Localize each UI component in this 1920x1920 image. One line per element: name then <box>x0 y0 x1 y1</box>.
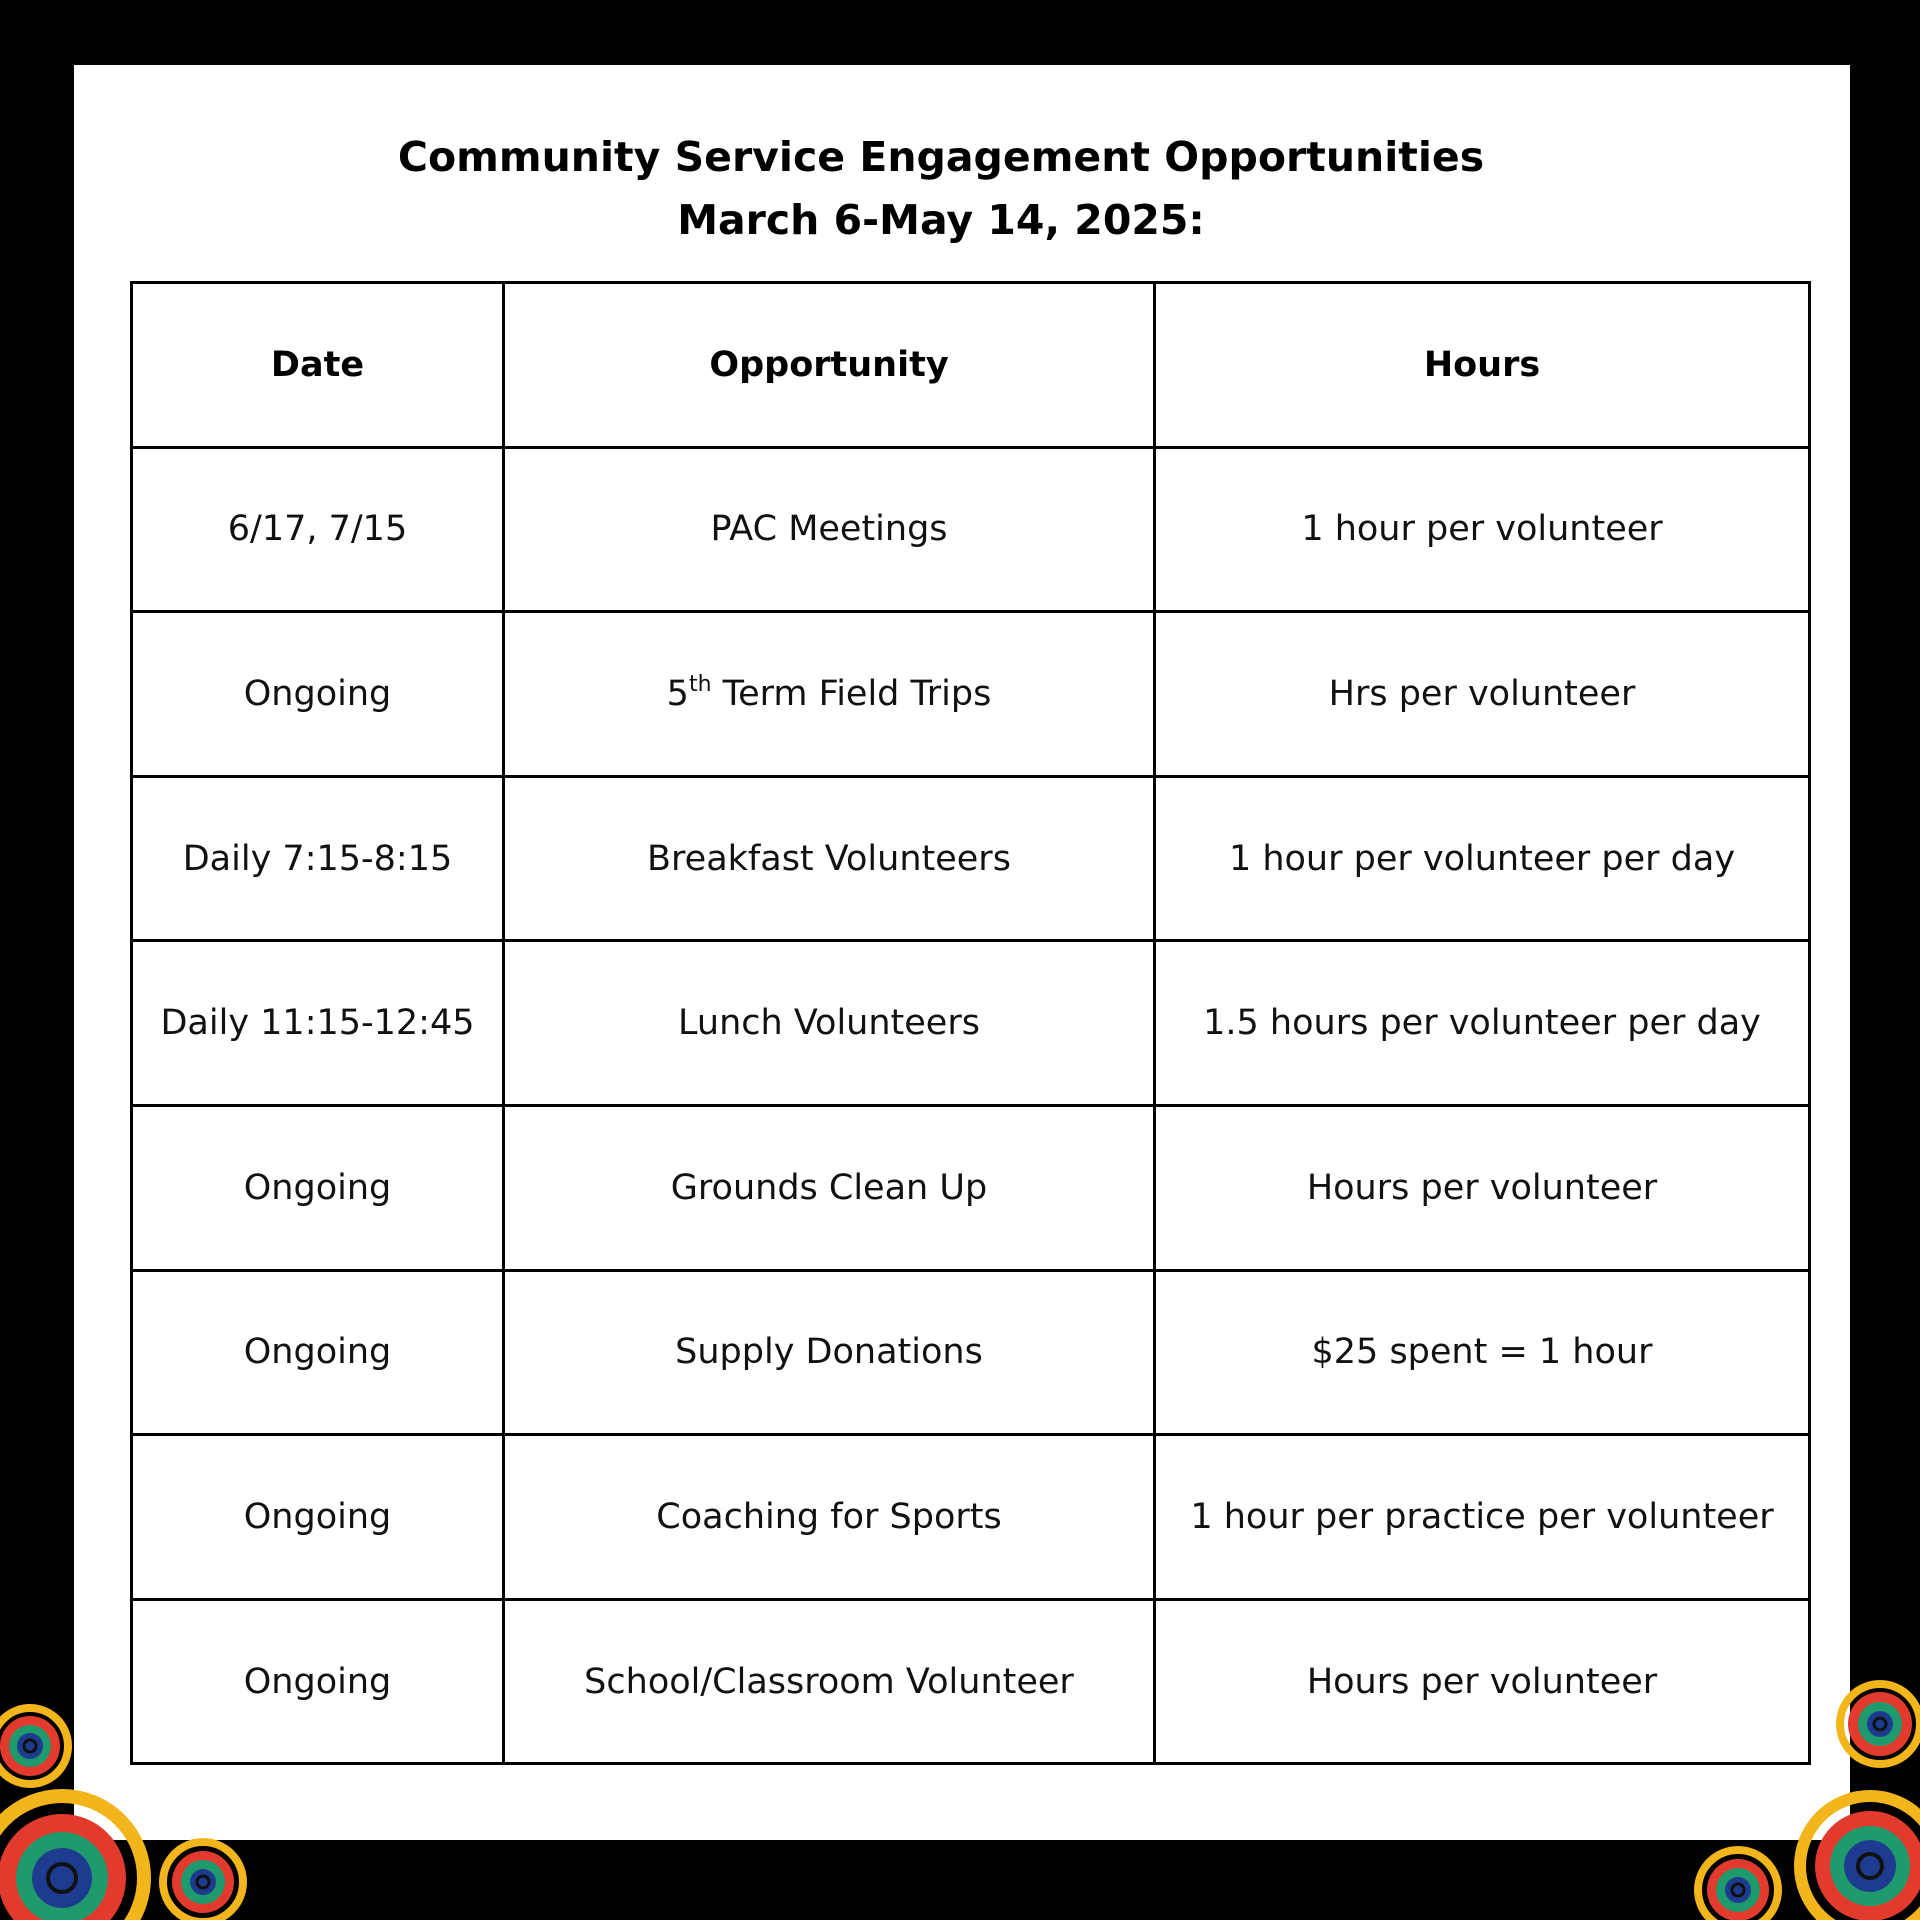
cell-hours: Hrs per volunteer <box>1155 612 1810 777</box>
opportunity-text: Term Field Trips <box>711 673 992 714</box>
cell-date: Ongoing <box>132 1435 504 1600</box>
table-row <box>132 447 1810 612</box>
swirl-icon <box>0 1708 68 1784</box>
table-row <box>132 1105 1810 1270</box>
cell-opportunity: Supply Donations <box>504 1270 1155 1435</box>
cell-date: Daily 11:15-12:45 <box>132 941 504 1106</box>
table-row <box>132 1435 1810 1600</box>
opportunities-table <box>130 281 1811 1765</box>
cell-date: Ongoing <box>132 1270 504 1435</box>
term-number: 5 <box>666 673 689 714</box>
cell-opportunity: Grounds Clean Up <box>504 1105 1155 1270</box>
cell-opportunity: Breakfast Volunteers <box>504 776 1155 941</box>
table-row <box>132 776 1810 941</box>
cell-opportunity: Coaching for Sports <box>504 1435 1155 1600</box>
cell-date: Ongoing <box>132 612 504 777</box>
cell-hours: 1 hour per volunteer per day <box>1155 776 1810 941</box>
table-row <box>132 1599 1810 1764</box>
cell-date: Ongoing <box>132 1599 504 1764</box>
cell-hours: 1 hour per practice per volunteer <box>1155 1435 1810 1600</box>
cell-hours: Hours per volunteer <box>1155 1105 1810 1270</box>
table-row <box>132 1270 1810 1435</box>
cell-date: Daily 7:15-8:15 <box>132 776 504 941</box>
swirl-icon <box>163 1842 243 1920</box>
cell-opportunity <box>504 612 1155 777</box>
cell-hours: 1 hour per volunteer <box>1155 447 1810 612</box>
swirl-icon <box>1840 1684 1920 1764</box>
ordinal-suffix: th <box>688 671 712 697</box>
cell-hours: Hours per volunteer <box>1155 1599 1810 1764</box>
cell-opportunity: Lunch Volunteers <box>504 941 1155 1106</box>
cell-opportunity: School/Classroom Volunteer <box>504 1599 1155 1764</box>
cell-hours: $25 spent = 1 hour <box>1155 1270 1810 1435</box>
page-title <box>0 126 1882 252</box>
title-line-2: March 6-May 14, 2025: <box>677 196 1205 244</box>
column-header-hours: Hours <box>1155 283 1810 448</box>
column-header-opportunity: Opportunity <box>504 283 1155 448</box>
table-header-row <box>132 283 1810 448</box>
column-header-date: Date <box>132 283 504 448</box>
swirl-icon <box>1698 1850 1778 1920</box>
cell-date: 6/17, 7/15 <box>132 447 504 612</box>
cell-date: Ongoing <box>132 1105 504 1270</box>
table-row <box>132 612 1810 777</box>
title-line-1: Community Service Engagement Opportunities <box>397 133 1485 181</box>
table-row <box>132 941 1810 1106</box>
cell-opportunity: PAC Meetings <box>504 447 1155 612</box>
cell-hours: 1.5 hours per volunteer per day <box>1155 941 1810 1106</box>
